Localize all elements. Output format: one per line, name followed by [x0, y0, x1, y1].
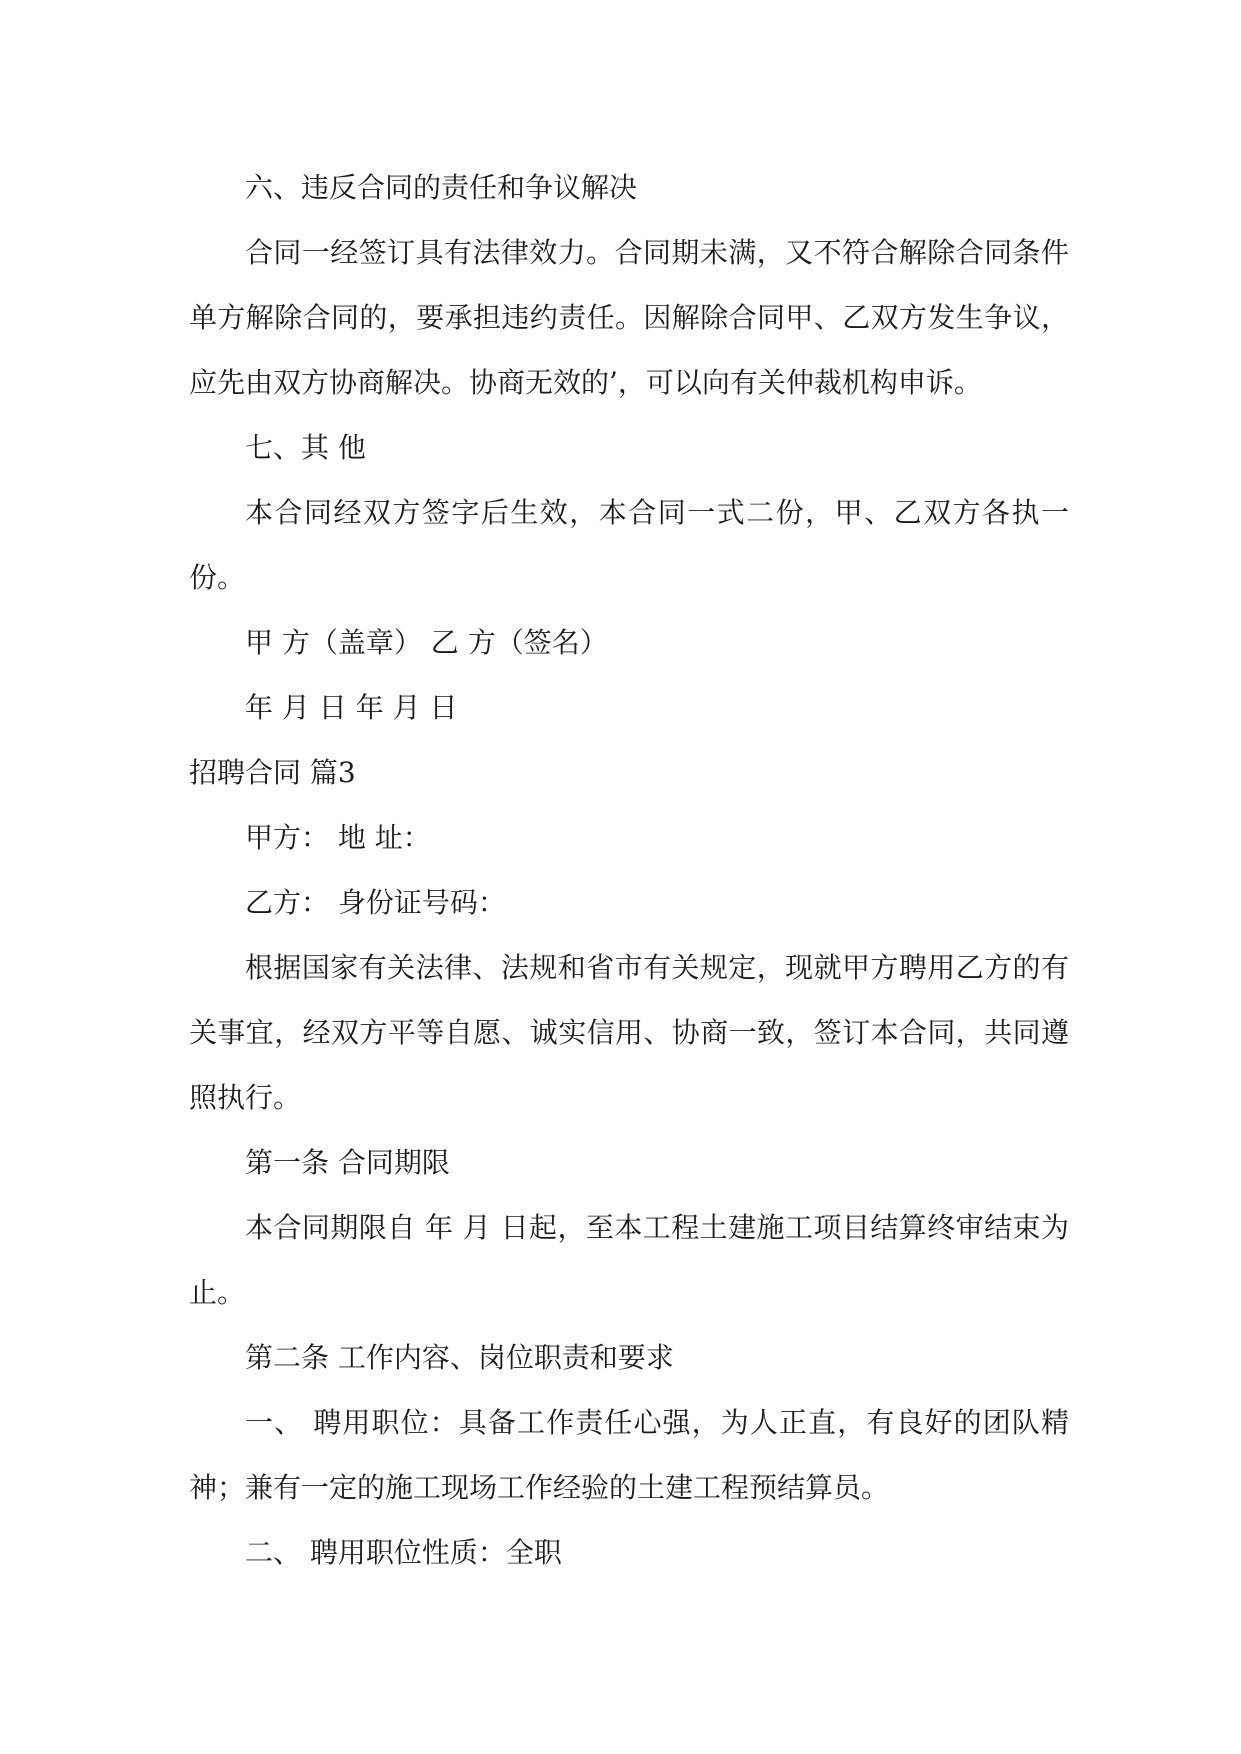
section-7-body: 本合同经双方签字后生效，本合同一式二份，甲、乙双方各执一份。	[189, 496, 1069, 594]
section-6-body: 合同一经签订具有法律效力。合同期未满，又不符合解除合同条件单方解除合同的，要承担违约责任。因解除合同甲、乙双方发生争议，应先由双方协商解决。协商无效的’，可以向有关仲裁机构申诉。	[189, 236, 1069, 399]
section-7-heading: 七、其 他	[245, 431, 366, 464]
party-b-line: 乙方： 身份证号码：	[245, 886, 506, 919]
section-6-heading: 六、违反合同的责任和争议解决	[245, 171, 638, 204]
preamble: 根据国家有关法律、法规和省市有关规定，现就甲方聘用乙方的有关事宜，经双方平等自愿、诚实信用、协商一致，签订本合同，共同遵照执行。	[189, 951, 1069, 1114]
article-1-body: 本合同期限自 年 月 日起，至本工程土建施工项目结算终审结束为止。	[189, 1211, 1069, 1309]
article-1-heading: 第一条 合同期限	[245, 1146, 450, 1179]
chapter-title: 招聘合同 篇3	[189, 756, 356, 789]
article-2-item-1: 一、 聘用职位：具备工作责任心强，为人正直，有良好的团队精神；兼有一定的施工现场工作经验的土建工程预结算员。	[189, 1406, 1069, 1504]
article-2-heading: 第二条 工作内容、岗位职责和要求	[245, 1341, 674, 1374]
date-line: 年 月 日 年 月 日	[245, 691, 458, 724]
article-2-item-2: 二、 聘用职位性质：全职	[245, 1536, 562, 1569]
document-body	[189, 155, 1069, 1585]
signature-line: 甲 方（盖章） 乙 方（签名）	[245, 626, 608, 659]
party-a-line: 甲方： 地 址：	[245, 821, 431, 854]
